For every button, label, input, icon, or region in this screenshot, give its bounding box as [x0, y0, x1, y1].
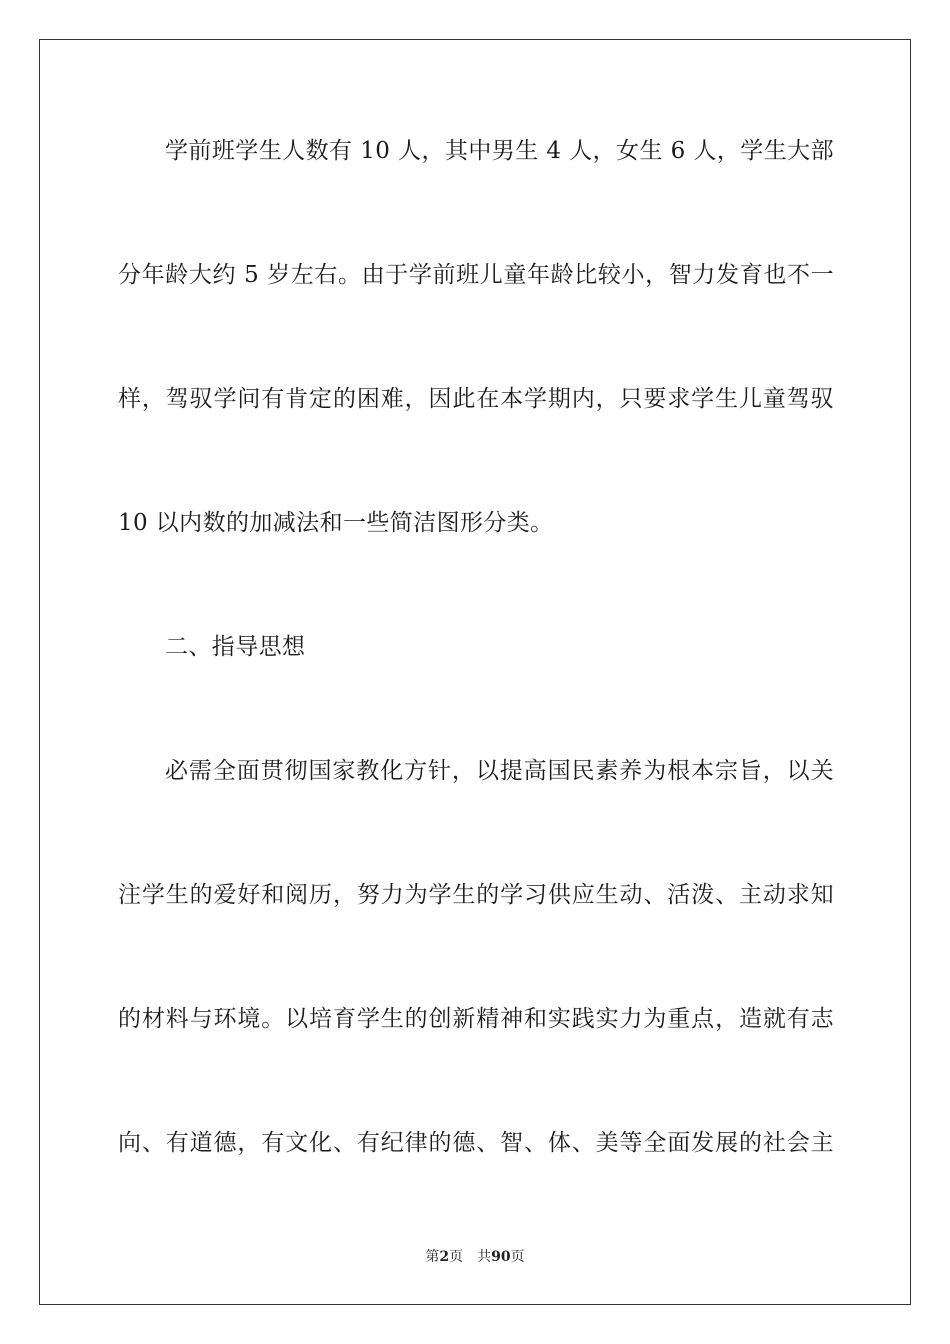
paragraph-line-4: 10 以内数的加减法和一些简洁图形分类。 [118, 510, 554, 536]
current-page-number: 2 [439, 1249, 450, 1265]
paragraph-line-8: 向、有道德，有文化、有纪律的德、智、体、美等全面发展的社会主 [118, 1130, 834, 1156]
total-label-prefix: 共 [477, 1249, 492, 1265]
total-label-suffix: 页 [510, 1249, 525, 1265]
page-label-prefix: 第 [425, 1249, 440, 1265]
paragraph-line-6: 注学生的爱好和阅历，努力为学生的学习供应生动、活泼、主动求知 [118, 882, 834, 908]
paragraph-line-2: 分年龄大约 5 岁左右。由于学前班儿童年龄比较小，智力发育也不一 [118, 262, 834, 288]
paragraph-line-1: 学前班学生人数有 10 人，其中男生 4 人，女生 6 人，学生大部 [165, 138, 834, 164]
page-label-suffix: 页 [449, 1249, 464, 1265]
page-footer [0, 1247, 950, 1267]
total-page-count: 90 [491, 1249, 511, 1265]
section-heading: 二、指导思想 [165, 634, 306, 660]
paragraph-line-3: 样，驾驭学问有肯定的困难，因此在本学期内，只要求学生儿童驾驭 [118, 386, 834, 412]
paragraph-line-5: 必需全面贯彻国家教化方针，以提高国民素养为根本宗旨，以关 [165, 758, 834, 784]
paragraph-line-7: 的材料与环境。以培育学生的创新精神和实践实力为重点，造就有志 [118, 1006, 834, 1032]
page-border [39, 39, 911, 1305]
